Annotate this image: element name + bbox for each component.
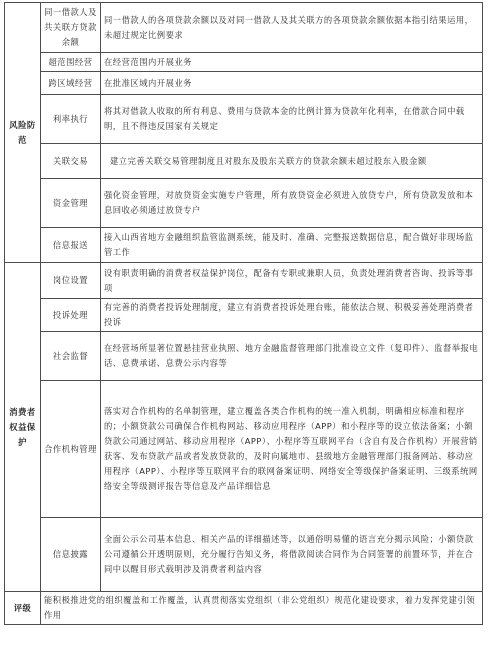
regulation-table	[4, 2, 483, 625]
item-text: 在经营范围内开展业务	[101, 53, 483, 72]
item-text: 接入山西省地方金融组织监管监测系统，能及时、准确、完整报送数据信息，配合做好非现场监管工作	[101, 228, 483, 263]
category-risk-prevention: 风险防范	[5, 3, 41, 263]
item-text: 有完善的消费者投诉处理制度，建立有消费者投诉处理台账，能依法合规、积极妥善处理消费者投诉	[101, 299, 483, 332]
item-text: 强化资金管理，对放贷资金实施专户管理，所有放贷资金必须进入放贷专户，所有贷款发放和本息回收必须通过放贷专户	[101, 179, 483, 228]
table-row	[5, 95, 483, 144]
category-consumer-protection: 消费者权益保护	[5, 263, 41, 592]
table-row	[5, 144, 483, 179]
table-row	[5, 592, 483, 625]
item-label: 关联交易	[41, 144, 101, 179]
item-label: 超范围经营	[41, 53, 101, 72]
table-row	[5, 179, 483, 228]
item-label: 信息报送	[41, 228, 101, 263]
item-label: 利率执行	[41, 95, 101, 144]
table-row	[5, 381, 483, 518]
item-text: 能积极推进党的组织覆盖和工作覆盖，认真贯彻落实党组织（非公党组织）规范化建设要求，着力发挥党建引领作用	[41, 592, 483, 625]
item-text: 在经营场所显著位置悬挂营业执照、地方金融监督管理部门批准设立文件（复印件）、监督举报电话、息费承诺、息费公示内容等	[101, 332, 483, 381]
item-label: 社会监督	[41, 332, 101, 381]
item-label: 投诉处理	[41, 299, 101, 332]
table-row	[5, 263, 483, 299]
item-text: 设有职责明确的消费者权益保护岗位，配备有专职或兼职人员，负责处理消费者咨询、投诉等事项	[101, 263, 483, 299]
item-text: 落实对合作机构的名单制管理，建立覆盖各类合作机构的统一准入机制，明确相应标准和程序的；小额贷款公司确保合作机构网站、移动应用程序（APP）和小程序等的设立依法备案；小额贷款公司通过网站、移动应用程序（APP）、小程序等互联网平台（含自有及合作机构）开展营销获客、发布贷款产品或者发放贷款的，及时向属地市、县级地方金融管理部门报备网站、移动应用程序（APP）、小程序等互联网平台的联网备案证明、网络安全等级保护备案证明、三级系统网络安全等级测评报告等信息及产品详细信息	[101, 381, 483, 518]
item-label: 合作机构管理	[41, 381, 101, 518]
item-text: 将其对借款人收取的所有利息、费用与贷款本金的比例计算为贷款年化利率，在借款合同中载明，且不得违反国家有关规定	[101, 95, 483, 144]
table-row	[5, 332, 483, 381]
table-row	[5, 228, 483, 263]
item-label: 资金管理	[41, 179, 101, 228]
table-row	[5, 53, 483, 72]
item-text: 同一借款人的各项贷款余额以及对同一借款人及其关联方的各项贷款余额依据本指引结果运用，未超过规定比例要求	[101, 3, 483, 53]
item-label: 同一借款人及共关联方贷款余额	[41, 3, 101, 53]
item-label: 信息披露	[41, 518, 101, 592]
table-row	[5, 72, 483, 95]
table-row	[5, 518, 483, 592]
item-text: 全面公示公司基本信息、相关产品的详细描述等，以通俗明易懂的语言充分揭示风险；小额贷款公司遵循公开透明原则，充分履行告知义务，将借款阅读合同作为合同签署的前置环节，并在合同中以醒目形式载明涉及消费者利益内容	[101, 518, 483, 592]
table-row	[5, 299, 483, 332]
item-text: 建立完善关联交易管理制度且对股东及股东关联方的贷款余额未超过股东入股金额	[101, 144, 483, 179]
item-text: 在批准区域内开展业务	[101, 72, 483, 95]
item-label: 跨区域经营	[41, 72, 101, 95]
table-row	[5, 3, 483, 53]
category-rating: 评级	[5, 592, 41, 625]
item-label: 岗位设置	[41, 263, 101, 299]
